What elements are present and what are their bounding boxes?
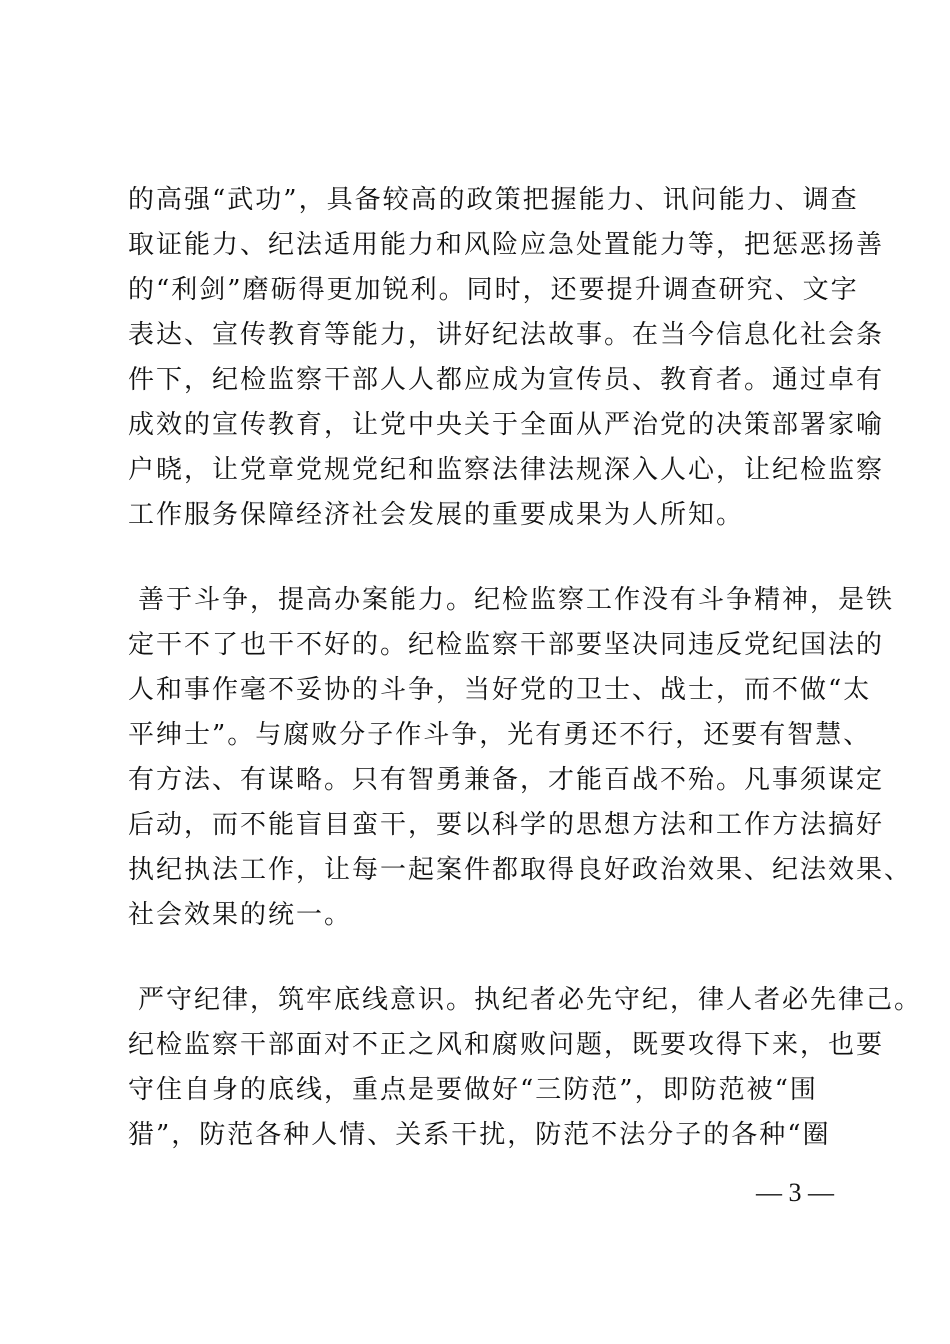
- paragraph-line: 平绅士”。与腐败分子作斗争，光有勇还不行，还要有智慧、: [128, 720, 872, 750]
- paragraph-line: 严守纪律，筑牢底线意识。执纪者必先守纪，律人者必先律己。: [138, 985, 923, 1015]
- paragraph-line: 人和事作毫不妥协的斗争，当好党的卫士、战士，而不做“太: [128, 675, 872, 705]
- paragraph-line: 取证能力、纪法适用能力和风险应急处置能力等，把惩恶扬善: [128, 230, 885, 260]
- paragraph-3: [128, 978, 923, 1158]
- paragraph-spacer: [128, 538, 840, 578]
- paragraph-line: 守住自身的底线，重点是要做好“三防范”，即防范被“围: [128, 1075, 818, 1105]
- document-body: [128, 178, 923, 1158]
- paragraph-line: 善于斗争，提高办案能力。纪检监察工作没有斗争精神，是铁: [138, 585, 895, 615]
- paragraph-line: 纪检监察干部面对不正之风和腐败问题，既要攻得下来，也要: [128, 1030, 885, 1060]
- paragraph-line: 表达、宣传教育等能力，讲好纪法故事。在当今信息化社会条: [128, 320, 885, 350]
- paragraph-line: 户晓，让党章党规党纪和监察法律法规深入人心，让纪检监察: [128, 455, 885, 485]
- paragraph-line: 的“利剑”磨砺得更加锐利。同时，还要提升调查研究、文字: [128, 275, 859, 305]
- paragraph-line: 后动，而不能盲目蛮干，要以科学的思想方法和工作方法搞好: [128, 810, 885, 840]
- paragraph-line: 成效的宣传教育，让党中央关于全面从严治党的决策部署家喻: [128, 410, 885, 440]
- paragraph-line: 有方法、有谋略。只有智勇兼备，才能百战不殆。凡事须谋定: [128, 765, 885, 795]
- paragraph-1: [128, 178, 885, 538]
- paragraph-spacer: [128, 938, 840, 978]
- paragraph-line: 定干不了也干不好的。纪检监察干部要坚决同违反党纪国法的: [128, 630, 885, 660]
- paragraph-line: 件下，纪检监察干部人人都应成为宣传员、教育者。通过卓有: [128, 365, 885, 395]
- paragraph-2: [128, 578, 913, 938]
- paragraph-line: 猎”，防范各种人情、关系干扰，防范不法分子的各种“圈: [128, 1120, 831, 1150]
- page-number: — 3 —: [756, 1178, 834, 1207]
- paragraph-line: 执纪执法工作，让每一起案件都取得良好政治效果、纪法效果、: [128, 855, 913, 885]
- paragraph-line: 的高强“武功”，具备较高的政策把握能力、讯问能力、调查: [128, 185, 859, 215]
- paragraph-line: 工作服务保障经济社会发展的重要成果为人所知。: [128, 500, 745, 530]
- paragraph-line: 社会效果的统一。: [128, 900, 353, 930]
